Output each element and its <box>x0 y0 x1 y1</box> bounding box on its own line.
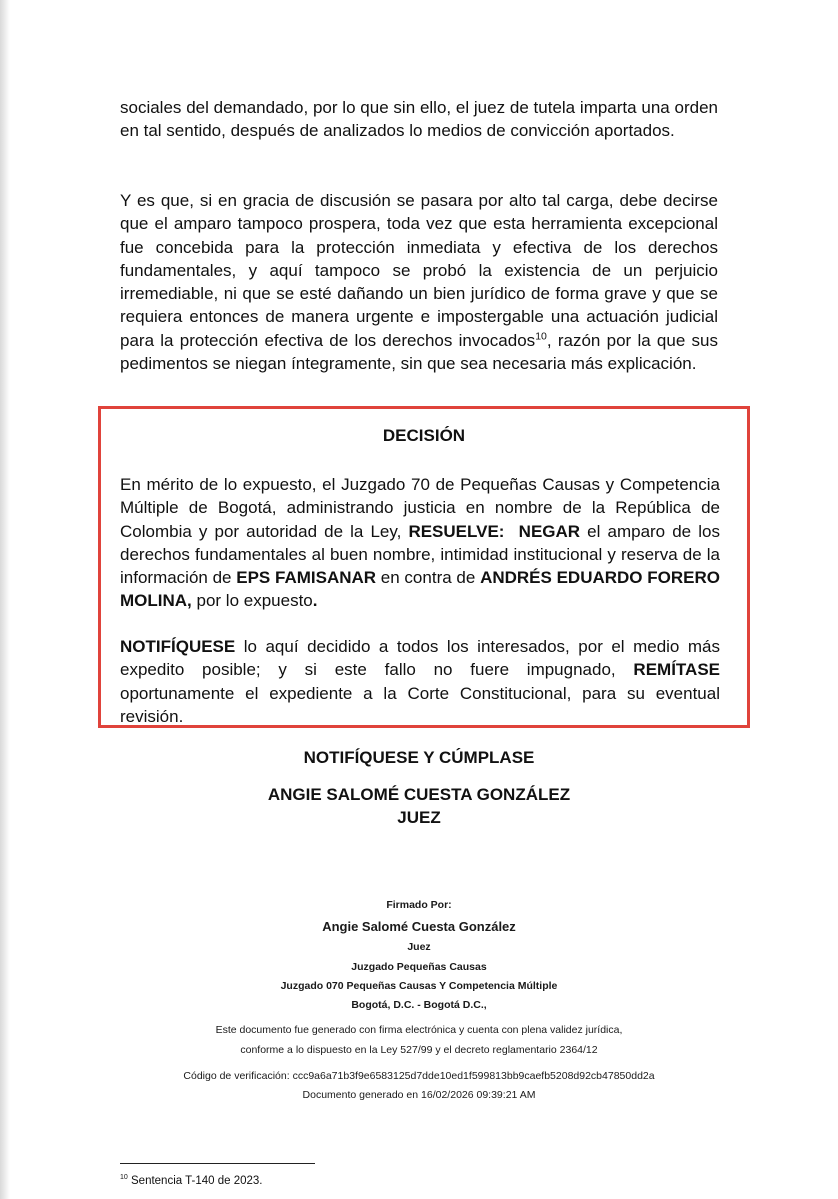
verification-code-value: ccc9a6a71b3f9e6583125d7dde10ed1f599813bb9caefb5208d92cb47850dd2a <box>292 1070 655 1082</box>
paragraph-argument: Y es que, si en gracia de discusión se pasara por alto tal carga, debe decirse que el amparo tampoco prospera, toda vez que esta herramienta excepcional fue concebida para la protección inmediata y efectiva de los derechos fundamentales, y aquí tampoco se probó la existencia de un perjuicio irremediable, ni que se esté dañando un bien jurídico de forma grave y que se requiera entonces de manera urgente e impostergable una actuación judicial para la protección efectiva de los derechos invocados$^{10}$, razón por la que sus pedimentos se niegan íntegramente, sin que sea necesaria más explicación. <box>120 191 719 374</box>
signer-name: Angie Salomé Cuesta González <box>322 919 516 934</box>
signer-role: Juez <box>407 941 431 953</box>
page-edge-shadow <box>0 0 10 1199</box>
decision-resolution: En mérito de lo expuesto, el Juzgado 70 de Pequeñas Causas y Competencia Múltiple de Bogotá, administrando justicia en nombre de la República de Colombia y por autoridad de la Ley, RESUELVE: NEGAR el amparo de los derechos fundamentales al buen nombre, intimidad institucional y reserva de la información de EPS FAMISANAR en contra de ANDRÉS EDUARDO FORERO MOLINA, por lo expuesto. <box>120 475 720 611</box>
verification-code-label: Código de verificación: <box>183 1070 290 1082</box>
legal-notice-line2: conforme a lo dispuesto en la Ley 527/99 y el decreto reglamentario 2364/12 <box>240 1044 598 1056</box>
closing-notify: NOTIFÍQUESE Y CÚMPLASE <box>303 748 535 767</box>
verification-code <box>0 1070 838 1082</box>
judge-name: ANGIE SALOMÉ CUESTA GONZÁLEZ <box>267 785 571 804</box>
signer-city: Bogotá, D.C. - Bogotá D.C., <box>351 999 487 1011</box>
judge-title: JUEZ <box>397 808 441 827</box>
decision-section <box>98 406 750 728</box>
footnote-separator <box>120 1163 315 1164</box>
signed-by-label: Firmado Por: <box>386 899 452 911</box>
decision-title: DECISIÓN <box>382 426 466 445</box>
decision-notification: NOTIFÍQUESE lo aquí decidido a todos los interesados, por el medio más expedito posible; y si este fallo no fuere impugnado, REMÍTASE oportunamente el expediente a la Corte Constitucional, para su eventual revisión. <box>120 637 721 726</box>
footnote-reference: 10 <box>535 330 547 343</box>
footnote <box>120 1174 263 1187</box>
paragraph-intro: sociales del demandado, por lo que sin ello, el juez de tutela imparta una orden en tal sentido, después de analizados lo medios de convicción aportados. <box>120 98 718 141</box>
footnote-text: Sentencia T-140 de 2023. <box>131 1174 263 1187</box>
legal-notice-line1: Este documento fue generado con firma electrónica y cuenta con plena validez jurídica, <box>215 1024 623 1036</box>
signer-court-full: Juzgado 070 Pequeñas Causas Y Competencia Múltiple <box>280 980 558 992</box>
generation-timestamp: Documento generado en 16/02/2026 09:39:21 AM <box>302 1089 536 1101</box>
footnote-number: 10 <box>120 1174 128 1181</box>
signer-court: Juzgado Pequeñas Causas <box>351 961 487 973</box>
